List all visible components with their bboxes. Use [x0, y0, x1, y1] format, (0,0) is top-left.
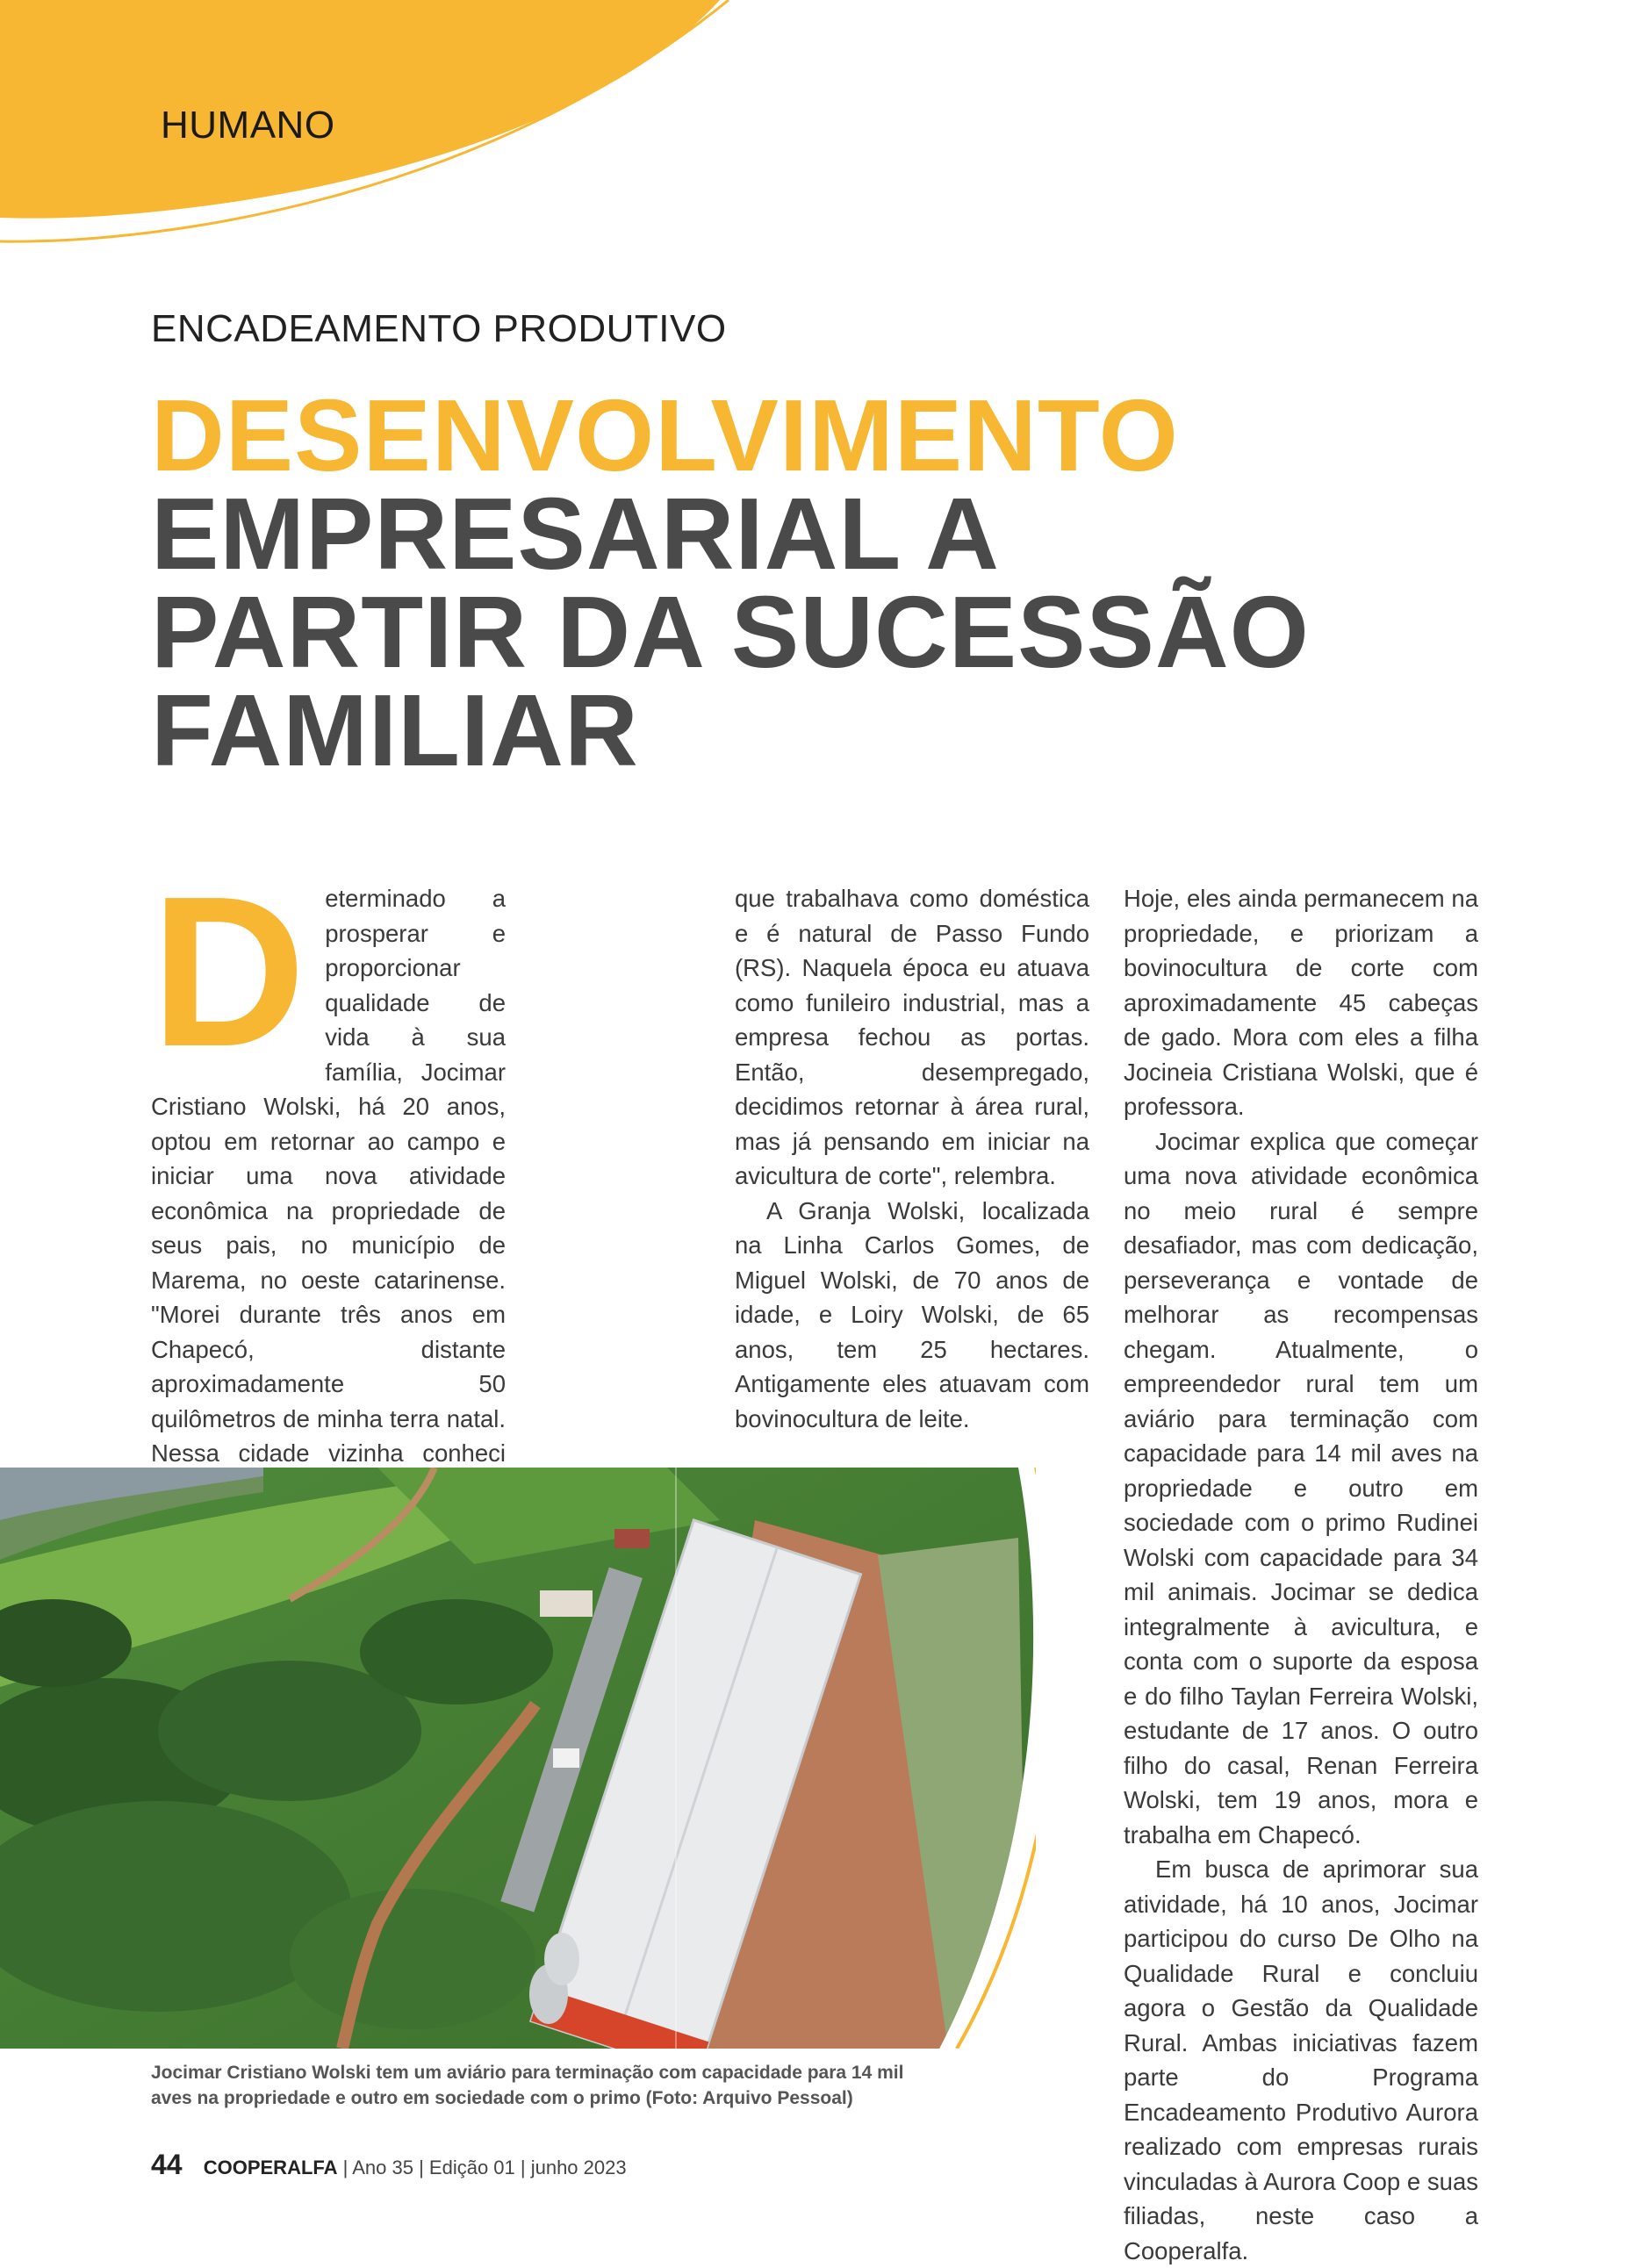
page-number: 44 [151, 2149, 183, 2180]
article-column-3 [1124, 881, 1478, 2268]
magazine-name: COOPERALFA [203, 2157, 338, 2178]
farm-aerial-photo [0, 1468, 1036, 2049]
paragraph: Jocimar explica que começar uma nova atividade econômica no meio rural é sempre desafiador, mas com dedicação, perseverança e vontade de melhorar as recompensas chegam. Atualmente, o empreendedor rural tem um aviário para terminação com capacidade para 14 mil aves na propriedade e outro em sociedade com o primo Rudinei Wolski com capacidade para 34 mil animais. Jocimar se dedica integralmente à avicultura, e conta com o suporte da esposa e do filho Taylan Ferreira Wolski, estudante de 17 anos. O outro filho do casal, Renan Ferreira Wolski, tem 19 anos, mora e trabalha em Chapecó. [1124, 1127, 1478, 1848]
paragraph: que trabalhava como doméstica e é natural de Passo Fundo (RS). Naquela época eu atuava como funileiro industrial, mas a empresa fechou as portas. Então, desempregado, decidimos retornar à área rural, mas já pensando em iniciar na avicultura de corte", relembra. [735, 885, 1089, 1189]
article-column-2 [735, 881, 1089, 1436]
issue-info: | Ano 35 | Edição 01 | junho 2023 [342, 2157, 627, 2178]
headline-line-3: PARTIR DA SUCESSÃO [151, 575, 1310, 689]
paragraph: Hoje, eles ainda permanecem na propriedade, e priorizam a bovinocultura de corte com aproximadamente 45 cabeças de gado. Mora com eles a filha Jocineia Cristiana Wolski, que é professora. [1124, 885, 1478, 1120]
paragraph: Em busca de aprimorar sua atividade, há 10 anos, Jocimar participou do curso De Olho na Qualidade Rural e concluiu agora o Gestão da Qualidade Rural. Ambas iniciativas fazem parte do Programa Encadeamento Produtivo Aurora realizado com empresas rurais vinculadas à Aurora Coop e suas filiadas, neste caso a Cooperalfa. [1124, 1855, 1478, 2264]
headline-line-4: FAMILIAR [151, 673, 639, 787]
article-column-1 [151, 851, 506, 1505]
article-kicker: ENCADEAMENTO PRODUTIVO [151, 307, 727, 350]
page-footer [151, 2149, 627, 2181]
section-label: HUMANO [161, 104, 335, 147]
headline-line-1: DESENVOLVIMENTO [151, 378, 1179, 492]
paragraph: eterminado a prosperar e proporcionar qualidade de vida à sua família, Jocimar Cristiano Wolski, há 20 anos, optou em retornar ao campo e iniciar uma nova atividade econômica na propriedade de seus pais, no município de Marema, no oeste catarinense. "Morei durante três anos em Chapecó, distante aproximadamente 50 quilômetros de minha terra natal. Nessa cidade vizinha conheci [151, 885, 506, 1467]
drop-cap: D [151, 851, 306, 1091]
paragraph: A Granja Wolski, localizada na Linha Carlos Gomes, de Miguel Wolski, de 70 anos de idade, e Loiry Wolski, de 65 anos, tem 25 hectares. Antigamente eles atuavam com bovinocultura de leite. [735, 1196, 1089, 1432]
headline-line-2: EMPRESARIAL A [151, 477, 1000, 591]
article-headline [151, 378, 1310, 787]
photo-caption: Jocimar Cristiano Wolski tem um aviário para terminação com capacidade para 14 mil aves na propriedade e outro em sociedade com o primo (Foto: Arquivo Pessoal) [151, 2063, 904, 2108]
